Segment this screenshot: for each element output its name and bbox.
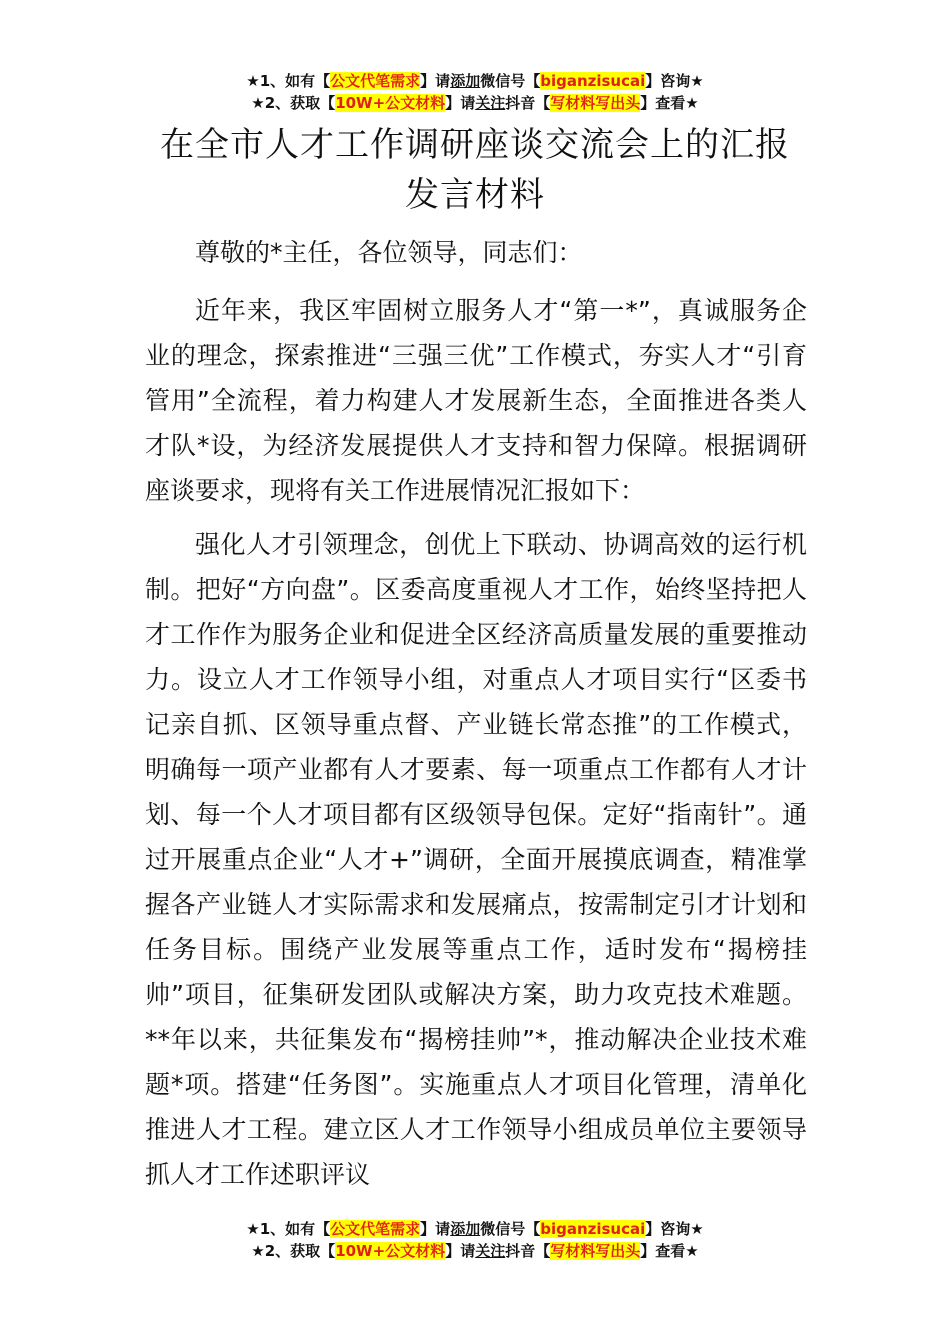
banner-underlined: 关注 — [475, 94, 506, 112]
salutation: 尊敬的*主任，各位领导，同志们： — [195, 238, 583, 267]
banner-text: 微信号【 — [480, 1220, 541, 1238]
footer-banner — [0, 1218, 950, 1262]
banner-highlight: 写材料写出头 — [550, 94, 641, 112]
paragraph: 强化人才引领理念，创优上下联动、协调高效的运行机制。把好“方向盘”。区委高度重视人才工作，始终坚持把人才工作作为服务企业和促进全区经济高质量发展的重要推动力。设立人才工作领导小组，对重点人才项目实行“区委书记亲自抓、区领导重点督、产业链长常态推”的工作模式，明确每一项产业都有人才要素、每一项重点工作都有人才计划、每一个人才项目都有区级领导包保。定好“指南针”。通过开展重点企业“人才+”调研，全面开展摸底调查，精准掌握各产业链人才实际需求和发展痛点，按需制定引才计划和任务目标。围绕产业发展等重点工作，适时发布“揭榜挂帅”项目，征集研发团队或解决方案，助力攻克技术难题。**年以来，共征集发布“揭榜挂帅”*，推动解决企业技术难题*项。搭建“任务图”。实施重点人才项目化管理，清单化推进人才工程。建立区人才工作领导小组成员单位主要领导抓人才工作述职评议 — [145, 530, 807, 1189]
header-banner — [0, 70, 950, 114]
document-body — [145, 230, 807, 1197]
paragraph: 近年来，我区牢固树立服务人才“第一*”，真诚服务企业的理念，探索推进“三强三优”工作模式，夯实人才“引育管用”全流程，着力构建人才发展新生态，全面推进各类人才队*设，为经济发展提供人才支持和智力保障。根据调研座谈要求，现将有关工作进展情况汇报如下： — [145, 296, 807, 505]
banner-highlight: 公文代笔需求 — [330, 72, 421, 90]
banner-highlight: 10W+公文材料 — [335, 94, 446, 112]
banner-highlight: 公文代笔需求 — [330, 1220, 421, 1238]
banner-text: 微信号【 — [480, 72, 541, 90]
banner-text: 】查看★ — [640, 1242, 699, 1260]
banner-underlined: 添加 — [450, 1220, 481, 1238]
banner-text: ★1、如有【 — [246, 72, 331, 90]
banner-highlight: 写材料写出头 — [550, 1242, 641, 1260]
banner-highlight: biganzisucai — [540, 72, 646, 90]
banner-line-1 — [0, 70, 950, 92]
banner-line-2 — [0, 92, 950, 114]
banner-text: 】请 — [420, 72, 451, 90]
document-title: 在全市人才工作调研座谈交流会上的汇报发言材料 — [160, 125, 790, 215]
banner-text: 】请 — [445, 1242, 476, 1260]
banner-underlined: 关注 — [475, 1242, 506, 1260]
banner-text: 抖音【 — [505, 1242, 551, 1260]
banner-text: 】咨询★ — [645, 1220, 704, 1238]
banner-text: ★2、获取【 — [251, 1242, 336, 1260]
banner-highlight: biganzisucai — [540, 1220, 646, 1238]
banner-text: 】查看★ — [640, 94, 699, 112]
banner-underlined: 添加 — [450, 72, 481, 90]
banner-text: 】咨询★ — [645, 72, 704, 90]
banner-text: 抖音【 — [505, 94, 551, 112]
banner-text: ★1、如有【 — [246, 1220, 331, 1238]
banner-text: 】请 — [445, 94, 476, 112]
banner-line-2 — [0, 1240, 950, 1262]
banner-text: 】请 — [420, 1220, 451, 1238]
banner-line-1 — [0, 1218, 950, 1240]
banner-text: ★2、获取【 — [251, 94, 336, 112]
banner-highlight: 10W+公文材料 — [335, 1242, 446, 1260]
